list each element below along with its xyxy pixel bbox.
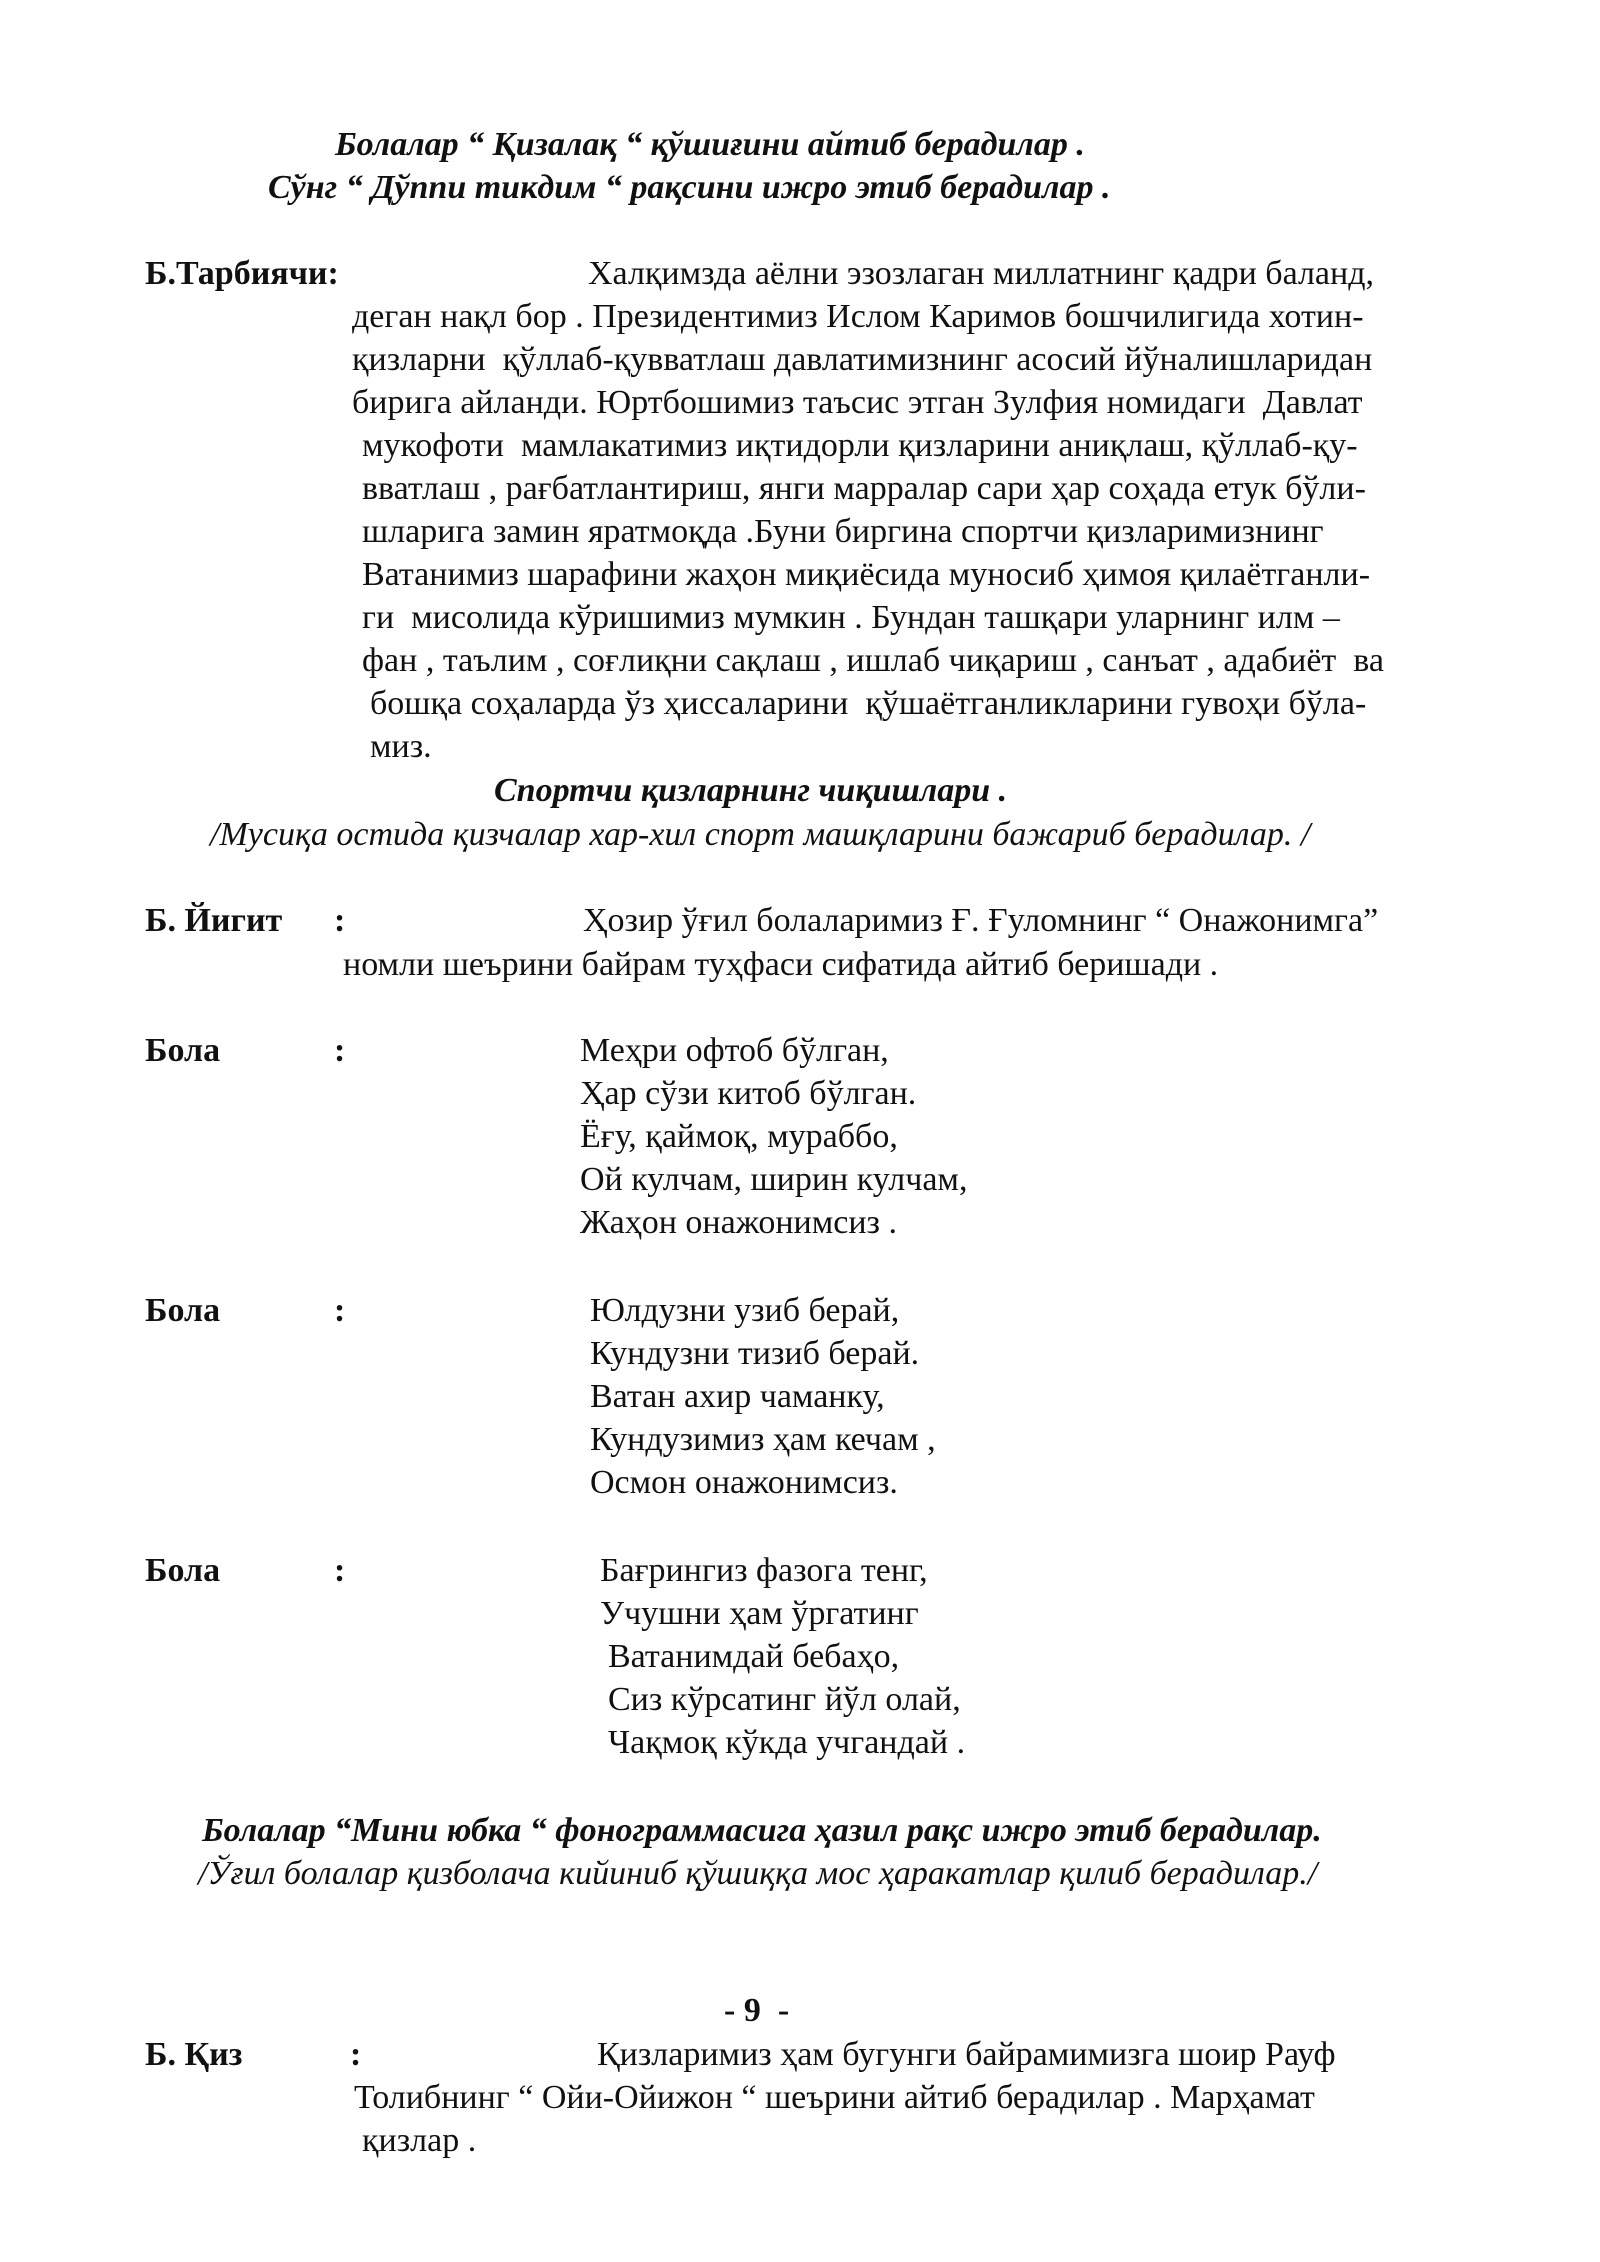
poem3-line: Ватанимдай бебаҳо,	[608, 1638, 900, 1675]
poem2-line: Кундузни тизиб берай.	[590, 1335, 920, 1372]
tarbiyachi-line: деган нақл бор . Президентимиз Ислом Каримов бошчилигида хотин-	[352, 298, 1364, 335]
tarbiyachi-line: қизларни қўллаб-қувватлаш давлатимизнинг асосий йўналишларидан	[352, 341, 1373, 378]
poem3-line: Сиз кўрсатинг йўл олай,	[608, 1681, 961, 1718]
qiz-line: қизлар .	[362, 2122, 477, 2159]
tarbiyachi-line: шларига замин яратмоқда .Буни биргина спортчи қизларимизнинг	[362, 513, 1324, 550]
sports-note: /Мусиқа остида қизчалар хар-хил спорт машқларини бажариб берадилар. /	[210, 816, 1311, 853]
speaker-yigit: Б. Йигит	[145, 902, 283, 939]
poem1-line: Жаҳон онажонимсиз .	[580, 1204, 897, 1241]
poem1-line: Ой кулчам, ширин кулчам,	[580, 1161, 968, 1198]
speaker-colon: :	[334, 1032, 346, 1069]
poem3-line: Учушни ҳам ўргатинг	[600, 1595, 919, 1632]
dance-note: /Ўғил болалар қизболача кийиниб қўшиққа мос ҳаракатлар қилиб берадилар./	[198, 1855, 1318, 1892]
speaker-bola-1: Бола	[145, 1032, 221, 1069]
poem2-line: Кундузимиз ҳам кечам ,	[590, 1421, 936, 1458]
poem3-line: Чақмоқ кўкда учгандай .	[608, 1724, 966, 1761]
yigit-line: номли шеърини байрам туҳфаси сифатида айтиб беришади .	[343, 946, 1219, 983]
tarbiyachi-line: миз.	[370, 728, 432, 765]
poem2-line: Осмон онажонимсиз.	[590, 1464, 898, 1501]
speaker-tarbiyachi: Б.Тарбиячи:	[145, 255, 339, 292]
poem2-line: Ватан ахир чаманку,	[590, 1378, 885, 1415]
speaker-bola-2: Бола	[145, 1292, 221, 1329]
poem1-line: Ҳар сўзи китоб бўлган.	[580, 1075, 917, 1112]
poem1-line: Меҳри офтоб бўлган,	[580, 1032, 889, 1069]
sports-title: Спортчи қизларнинг чиқишлари .	[494, 772, 1008, 809]
tarbiyachi-line: Халқимзда аёлни эзозлаган миллатнинг қадри баланд,	[588, 255, 1375, 292]
poem2-line: Юлдузни узиб берай,	[590, 1292, 900, 1329]
yigit-line: Ҳозир ўғил болаларимиз Ғ. Ғуломнинг “ Онажонимга”	[583, 902, 1379, 939]
tarbiyachi-line: вватлаш , рағбатлантириш, янги марралар сари ҳар соҳада етук бўли-	[362, 470, 1366, 507]
speaker-colon: :	[334, 1292, 346, 1329]
intro-heading-1: Болалар “ Қизалақ “ қўшиғини айтиб берадилар .	[335, 126, 1085, 163]
tarbiyachi-line: ги мисолида кўришимиз мумкин . Бундан ташқари уларнинг илм –	[362, 599, 1340, 636]
speaker-qiz: Б. Қиз	[145, 2036, 243, 2073]
poem3-line: Бағрингиз фазога тенг,	[600, 1552, 928, 1589]
speaker-colon: :	[334, 1552, 346, 1589]
qiz-line: Толибнинг “ Ойи-Ойижон “ шеърини айтиб берадилар . Марҳамат	[354, 2079, 1315, 2116]
intro-heading-2: Сўнг “ Дўппи тикдим “ рақсини ижро этиб берадилар .	[268, 169, 1111, 206]
tarbiyachi-line: фан , таълим , соғлиқни сақлаш , ишлаб чиқариш , санъат , адабиёт ва	[362, 642, 1384, 679]
page-number: - 9 -	[724, 1992, 790, 2029]
tarbiyachi-line: мукофоти мамлакатимиз иқтидорли қизларини аниқлаш, қўллаб-қу-	[362, 427, 1358, 464]
tarbiyachi-line: бирига айланди. Юртбошимиз таъсис этган Зулфия номидаги Давлат	[352, 384, 1363, 421]
dance-title: Болалар “Мини юбка “ фонограммасига ҳазил рақс ижро этиб берадилар.	[202, 1812, 1322, 1849]
speaker-bola-3: Бола	[145, 1552, 221, 1589]
qiz-line: Қизларимиз ҳам бугунги байрамимизга шоир Рауф	[597, 2036, 1336, 2073]
poem1-line: Ёғу, қаймоқ, мураббо,	[580, 1118, 898, 1155]
speaker-colon: :	[334, 902, 346, 939]
tarbiyachi-line: Ватанимиз шарафини жаҳон миқиёсида муносиб ҳимоя қилаётганли-	[362, 556, 1371, 593]
tarbiyachi-line: бошқа соҳаларда ўз ҳиссаларини қўшаётганликларини гувоҳи бўла-	[370, 685, 1367, 722]
speaker-colon: :	[350, 2036, 362, 2073]
